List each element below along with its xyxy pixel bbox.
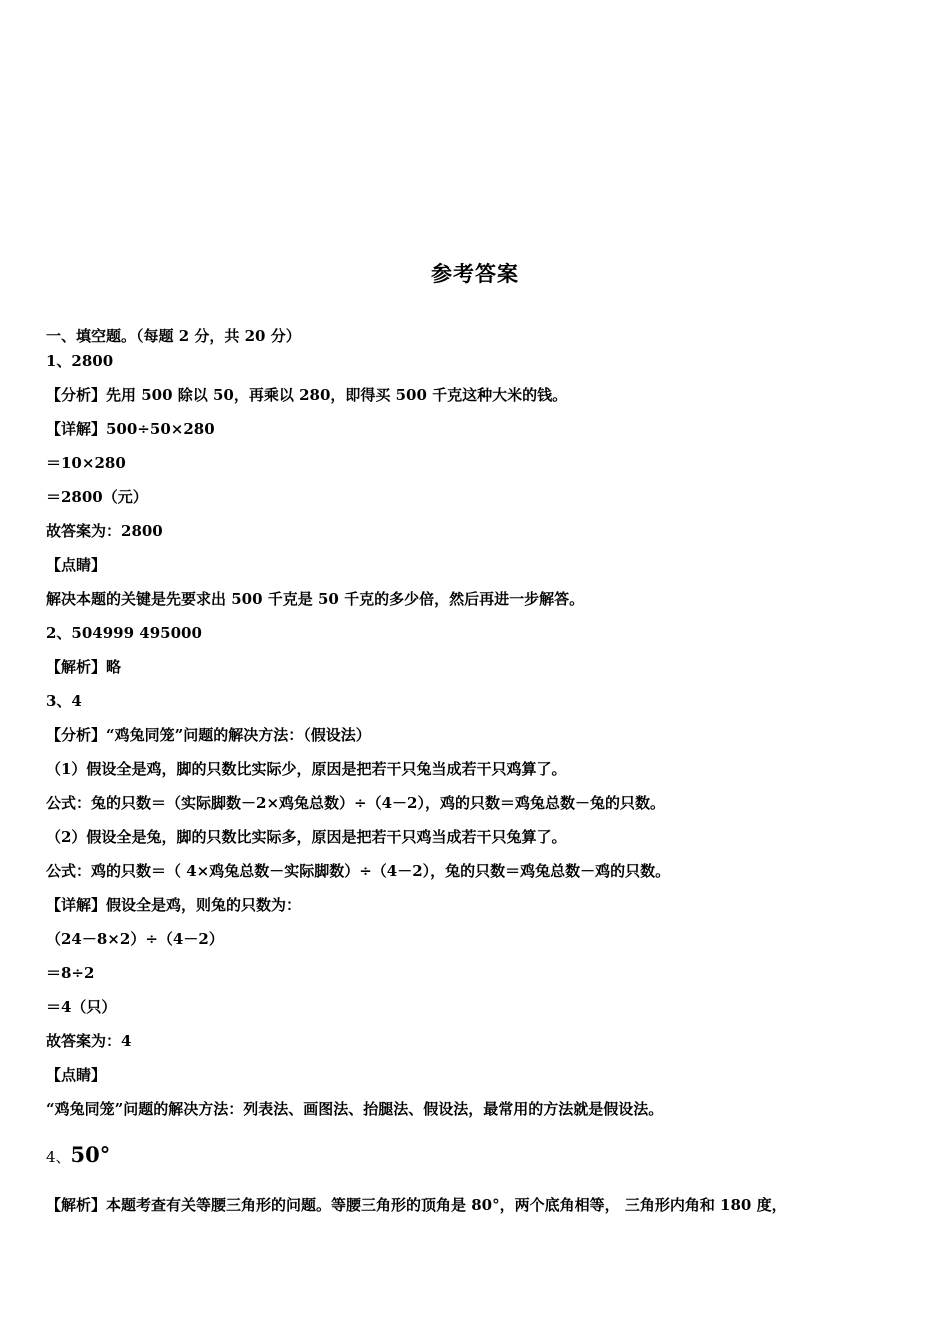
q3-analysis: 【分析】“鸡兔同笼”问题的解决方法：（假设法） xyxy=(46,726,371,744)
q1-tip: 解决本题的关键是先要求出 500 千克是 50 千克的多少倍，然后再进一步解答。 xyxy=(46,590,585,608)
q1-step-2: ＝2800（元） xyxy=(46,488,148,506)
q3-case-1: （1）假设全是鸡，脚的只数比实际少，原因是把若干只兔当成若干只鸡算了。 xyxy=(46,760,567,778)
q1-step-1: ＝10×280 xyxy=(46,454,126,472)
q3-detail: 【详解】假设全是鸡，则兔的只数为： xyxy=(46,896,302,914)
q3-formula-1: 公式：兔的只数＝（实际脚数－2×鸡兔总数）÷（4－2），鸡的只数＝鸡兔总数－兔的只数。 xyxy=(46,794,665,812)
q1-tip-label: 【点睛】 xyxy=(46,556,107,574)
q3-tip-label: 【点睛】 xyxy=(46,1066,107,1084)
q3-step-1: （24－8×2）÷（4－2） xyxy=(46,930,224,948)
q3-conclusion: 故答案为：4 xyxy=(46,1032,132,1050)
q3-step-3: ＝4（只） xyxy=(46,998,117,1016)
page-title: 参考答案 xyxy=(431,261,519,286)
q4-number: 4、 xyxy=(46,1148,71,1166)
q1-conclusion: 故答案为：2800 xyxy=(46,522,163,540)
q4-answer: 50° xyxy=(70,1142,111,1167)
q3-case-2: （2）假设全是兔，脚的只数比实际多，原因是把若干只鸡当成若干只兔算了。 xyxy=(46,828,567,846)
q4-answer-line xyxy=(46,1141,110,1171)
q3-answer: 3、4 xyxy=(46,692,82,710)
q1-detail: 【详解】500÷50×280 xyxy=(46,420,215,438)
q3-formula-2: 公式：鸡的只数＝（ 4×鸡兔总数－实际脚数）÷（4－2），兔的只数＝鸡兔总数－鸡的只数。 xyxy=(46,862,671,880)
q3-tip: “鸡兔同笼”问题的解决方法：列表法、画图法、抬腿法、假设法，最常用的方法就是假设法。 xyxy=(46,1100,664,1118)
q3-step-2: ＝8÷2 xyxy=(46,964,95,982)
q1-answer: 1、2800 xyxy=(46,352,114,370)
q2-analysis: 【解析】略 xyxy=(46,658,122,676)
q4-analysis: 【解析】本题考查有关等腰三角形的问题。等腰三角形的顶角是 80°，两个底角相等， 三角形内角和 180 度， xyxy=(46,1196,787,1214)
q1-analysis: 【分析】先用 500 除以 50，再乘以 280，即得买 500 千克这种大米的钱。 xyxy=(46,386,568,404)
section-heading: 一、填空题。（每题 2 分，共 20 分） xyxy=(46,327,301,345)
q2-answer: 2、504999 495000 xyxy=(46,624,202,642)
